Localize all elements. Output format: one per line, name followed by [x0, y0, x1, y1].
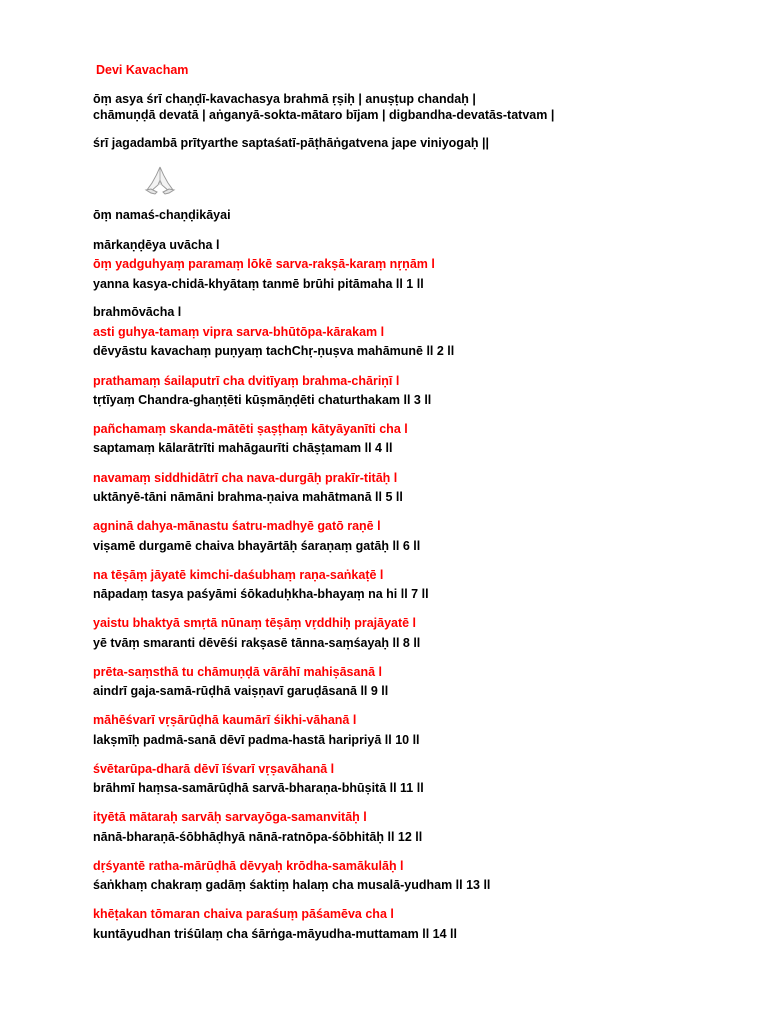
intro-line-3: śrī jagadambā prītyarthe saptaśatī-pāṭhāṅgatvena jape viniyogaḥ || [93, 136, 490, 150]
speaker-brahma: brahmōvācha l [93, 305, 182, 319]
verse-3-red: prathamaṃ śailaputrī cha dvitīyaṃ brahma-chāriṇī l [93, 374, 400, 388]
verse-7-red: na tēṣāṃ jāyatē kimchi-daśubhaṃ raṇa-saṅkaṭē l [93, 568, 384, 582]
praying-hands-icon [143, 163, 177, 197]
verse-7-black: nāpadaṃ tasya paśyāmi śōkaduḥkha-bhayaṃ na hi ll 7 ll [93, 587, 429, 601]
speaker-markandeya: mārkaṇḍēya uvācha l [93, 238, 220, 252]
document-title: Devi Kavacham [96, 63, 189, 77]
verse-12-black: nānā-bharaṇā-śōbhāḍhyā nānā-ratnōpa-śōbhitāḥ ll 12 ll [93, 830, 423, 844]
verse-1-black: yanna kasya-chidā-khyātaṃ tanmē brūhi pitāmaha ll 1 ll [93, 277, 424, 291]
verse-9-black: aindrī gaja-samā-rūḍhā vaiṣṇavī garuḍāsanā ll 9 ll [93, 684, 389, 698]
verse-6-black: viṣamē durgamē chaiva bhayārtāḥ śaraṇaṃ gatāḥ ll 6 ll [93, 539, 421, 553]
intro-line-1: ōṃ asya śrī chaṇḍī-kavachasya brahmā ṛṣiḥ | anuṣṭup chandaḥ | [93, 92, 476, 106]
verse-10-red: māhēśvarī vṛṣārūḍhā kaumārī śikhi-vāhanā l [93, 713, 357, 727]
verse-3-black: tṛtīyaṃ Chandra-ghaṇṭēti kūṣmāṇḍēti chaturthakam ll 3 ll [93, 393, 432, 407]
verse-12-red: ityētā mātaraḥ sarvāḥ sarvayōga-samanvitāḥ l [93, 810, 367, 824]
verse-1-red: ōṃ yadguhyaṃ paramaṃ lōkē sarva-rakṣā-karaṃ nṛṇām l [93, 257, 435, 271]
verse-8-black: yē tvāṃ smaranti dēvēśi rakṣasē tānna-saṃśayaḥ ll 8 ll [93, 636, 421, 650]
verse-5-red: navamaṃ siddhidātrī cha nava-durgāḥ prakīr-titāḥ l [93, 471, 398, 485]
verse-14-red: khēṭakan tōmaran chaiva paraśuṃ pāśamēva cha l [93, 907, 394, 921]
verse-11-black: brāhmī haṃsa-samārūḍhā sarvā-bharaṇa-bhūṣitā ll 11 ll [93, 781, 424, 795]
verse-13-black: śaṅkhaṃ chakraṃ gadāṃ śaktiṃ halaṃ cha musalā-yudham ll 13 ll [93, 878, 491, 892]
intro-line-2: chāmuṇḍā devatā | aṅganyā-sokta-mātaro bījam | digbandha-devatās-tatvam | [93, 108, 555, 122]
verse-11-red: śvētarūpa-dharā dēvī īśvarī vṛṣavāhanā l [93, 762, 335, 776]
verse-10-black: lakṣmīḥ padmā-sanā dēvī padma-hastā haripriyā ll 10 ll [93, 733, 420, 747]
verse-4-red: pañchamaṃ skanda-mātēti ṣaṣṭhaṃ kātyāyanīti cha l [93, 422, 408, 436]
verse-2-red: asti guhya-tamaṃ vipra sarva-bhūtōpa-kārakam l [93, 325, 385, 339]
verse-5-black: uktānyē-tāni nāmāni brahma-ṇaiva mahātmanā ll 5 ll [93, 490, 403, 504]
verse-13-red: dṛśyantē ratha-mārūḍhā dēvyaḥ krōdha-samākulāḥ l [93, 859, 404, 873]
verse-9-red: prēta-saṃsthā tu chāmuṇḍā vārāhī mahiṣāsanā l [93, 665, 382, 679]
invocation: ōṃ namaś-chaṇḍikāyai [93, 208, 231, 222]
verse-4-black: saptamaṃ kālarātrīti mahāgaurīti chāṣṭamam ll 4 ll [93, 441, 393, 455]
verse-2-black: dēvyāstu kavachaṃ puṇyaṃ tachChṛ-ṇuṣva mahāmunē ll 2 ll [93, 344, 455, 358]
verse-6-red: agninā dahya-mānastu śatru-madhyē gatō raṇē l [93, 519, 381, 533]
verse-8-red: yaistu bhaktyā smṛtā nūnaṃ tēṣāṃ vṛddhiḥ prajāyatē l [93, 616, 417, 630]
verse-14-black: kuntāyudhan triśūlaṃ cha śārṅga-māyudha-muttamam ll 14 ll [93, 927, 457, 941]
